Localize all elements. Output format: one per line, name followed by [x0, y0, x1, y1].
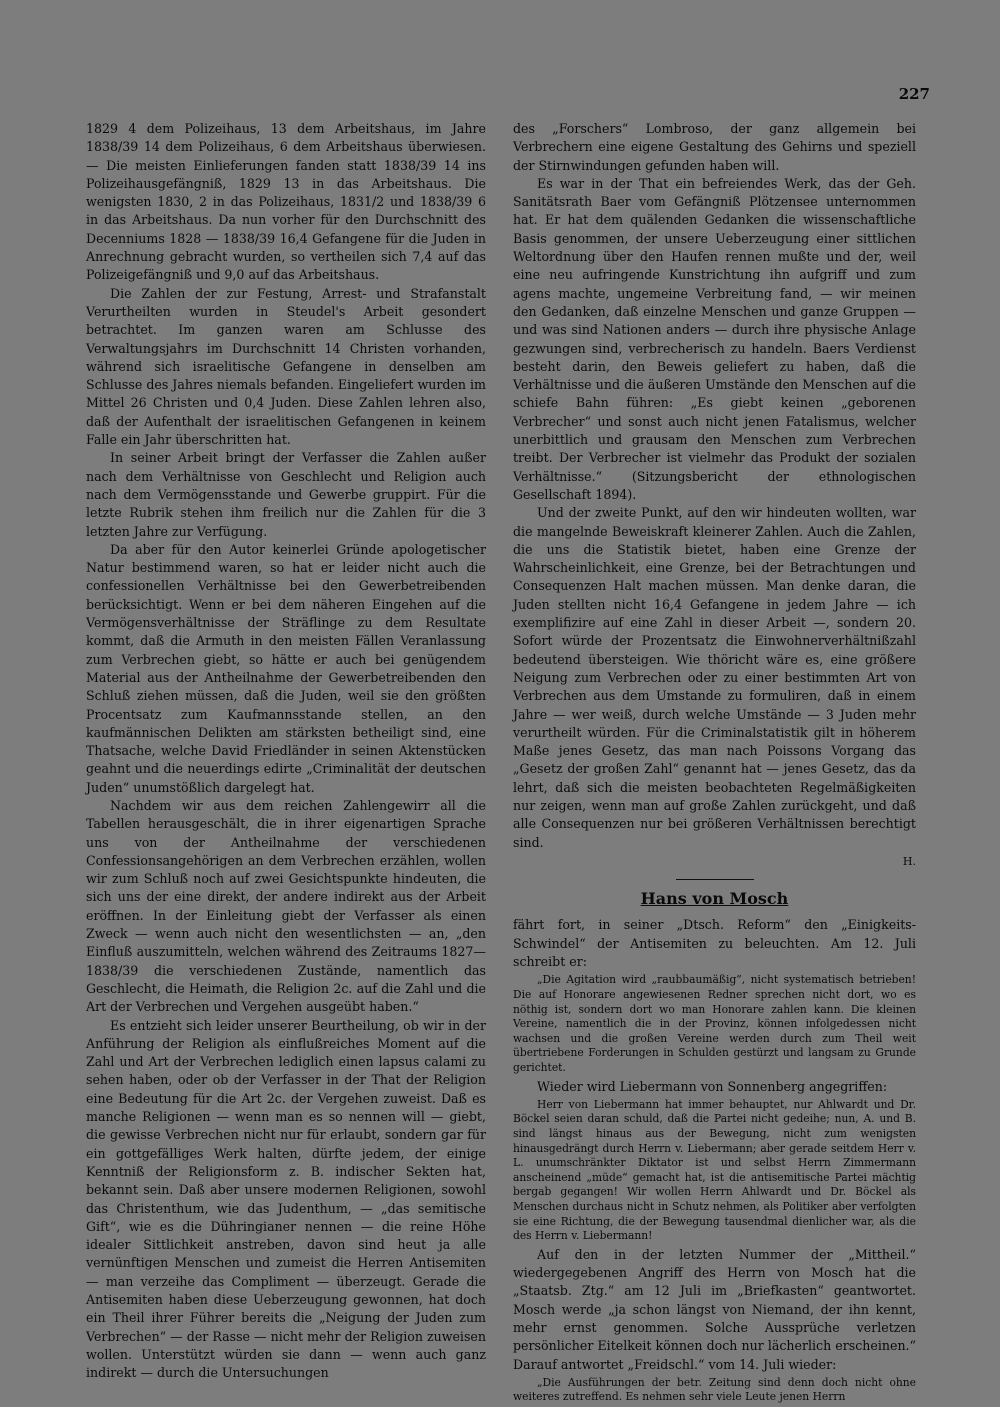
paragraph: Da aber für den Autor keinerlei Gründe apologetischer Natur bestimmend waren, so hat er leider nicht auch die confessionellen Verhältnisse bei den Gewerbetreibenden berücksichtigt. Wenn er bei dem näheren Eingehen auf die Vermögensverhältnisse der Sträflinge zu dem Resultate kommt, daß die Armuth in den meisten Fällen Veranlassung zum Verbrechen giebt, so hätte er auch bei genügendem Material aus der Antheilnahme der Gewerbetreibenden den Schluß ziehen müssen, daß die Juden, weil sie den größten Procentsatz zum Kaufmannsstande stellen, an den kaufmännischen Delikten am stärksten betheiligt sind, eine Thatsache, welche David Friedländer in seinen Aktenstücken geahnt und die neuerdings edirte „Criminalität der deutschen Juden“ unumstößlich dargelegt hat. [86, 541, 486, 795]
signature: H. [902, 854, 916, 868]
section-heading: Hans von Mosch [640, 889, 789, 909]
paragraph: Es war in der That ein befreiendes Werk, das der Geh. Sanitätsrath Baer vom Gefängniß Plötzensee unternommen hat. Er hat dem quälenden Gedanken die wissenschaftliche Basis genommen, der unsere Ueberzeugung einer sittlichen Weltordnung über den Haufen rennen mußte und der, weil eine neu aufringende Kunstrichtung ihn aufgriff und zum agens machte, ungemeine Verbreitung fand, — wir meinen den Gedanken, daß einzelne Menschen und ganze Gruppen — und was sind Nationen anders — durch ihre physische Anlage gezwungen sind, verbrecherisch zu handeln. Baers Verdienst besteht darin, den Beweis geliefert zu haben, daß die Verhältnisse und die äußeren Umstände den Menschen auf die schiefe Bahn führen: „Es giebt keinen „geborenen Verbrecher“ und sonst auch nicht jenen Fatalismus, welcher unerbittlich und grausam den Menschen zum Verbrechen treibt. Der Verbrecher ist vielmehr das Produkt der sozialen Verhältnisse.“ (Sitzungsbericht der ethnologischen Gesellschaft 1894). [513, 175, 916, 502]
quote-paragraph: „Die Agitation wird „raubbaumäßig“, nicht systematisch betrieben! Die auf Honorare angewiesenen Redner sprechen nicht dort, wo es nöthig ist, sondern dort wo man Honorare zahlen kann. Die kleinen Vereine, namentlich die in der Provinz, können infolgedessen nicht wachsen und die großen Vereine werden durch zum Theil weit übertriebene Forderungen in Schulden gestürzt und langsam zu Grunde gerichtet. [513, 973, 916, 1074]
paragraph: 1829 4 dem Polizeihaus, 13 dem Arbeitshaus, im Jahre 1838/39 14 dem Polizeihaus, 6 dem Arbeitshaus überwiesen. — Die meisten Einlieferungen fanden statt 1838/39 14 ins Polizeihausgefängniß, 1829 13 in das Arbeitshaus. Die wenigsten 1830, 2 in das Polizeihaus, 1831/2 und 1838/39 6 in das Arbeitshaus. Da nun vorher für den Durchschnitt des Decenniums 1828 — 1838/39 16,4 Gefangene für die Juden in Anrechnung gebracht wurden, so vertheilen sich 7,4 auf das Polizeigefängniß und 9,0 auf das Arbeitshaus. [86, 121, 486, 283]
paragraph: In seiner Arbeit bringt der Verfasser die Zahlen außer nach dem Verhältnisse von Geschlecht und Religion auch nach dem Vermögensstande und Gewerbe gruppirt. Für die letzte Rubrik stehen ihm freilich nur die Zahlen für die 3 letzten Jahre zur Verfügung. [86, 450, 486, 539]
quote-paragraph: Herr von Liebermann hat immer behauptet, nur Ahlwardt und Dr. Böckel seien daran schuld, daß die Partei nicht gedeihe; nun, A. und B. sind längst hinaus aus der Bewegung, nicht zum wenigsten hinausgedrängt durch Herrn v. Liebermann; aber gerade seitdem Herr v. L. unumschränkter Diktator ist und selbst Herrn Zimmermann anscheinend „müde“ gemacht hat, ist die antisemitische Partei mächtig bergab gegangen! Wir wollen Herrn Ahlwardt und Dr. Böckel als Menschen durchaus nicht in Schutz nehmen, als Politiker aber verfolgten sie eine Richtung, die der Bewegung tausendmal dienlicher war, als die des Herrn v. Liebermann! [513, 1097, 916, 1243]
paragraph: fährt fort, in seiner „Dtsch. Reform“ den „Einigkeits-Schwindel“ der Antisemiten zu beleuchten. Am 12. Juli schreibt er: [513, 917, 916, 970]
quote-paragraph: „Die Ausführungen der betr. Zeitung sind denn doch nicht ohne weiteres zutreffend. Es nehmen sehr viele Leute jenen Herrn [513, 1375, 916, 1404]
right-column [513, 120, 916, 1407]
paragraph: des „Forschers“ Lombroso, der ganz allgemein bei Verbrechern eine eigene Gestaltung des Gehirns und speziell der Stirnwindungen gefunden haben will. [513, 121, 916, 173]
paragraph: Und der zweite Punkt, auf den wir hindeuten wollten, war die mangelnde Beweiskraft kleinerer Zahlen. Auch die Zahlen, die uns die Statistik bietet, haben eine Grenze der Wahrscheinlichkeit, eine Grenze, bei der Betrachtungen und Consequenzen Halt machen müssen. Man denke daran, die Juden stellten nicht 16,4 Gefangene in jedem Jahre — ich exemplifizire auf eine Zahl in dieser Arbeit —, sondern 20. Sofort würde der Prozentsatz die Einwohnerverhältnißzahl bedeutend übersteigen. Wie thöricht wäre es, eine größere Neigung zum Verbrechen oder zu einer bestimmten Art von Verbrechen aus dem Umstande zu formuliren, daß in einem Jahre — wer weiß, durch welche Umstände — 3 Juden mehr verurtheilt würden. Für die Criminalstatistik gilt in höherem Maße jenes Gesetz, das man nach Poissons Vorgang das „Gesetz der großen Zahl“ genannt hat — jenes Gesetz, das da lehrt, daß sich die meisten beobachteten Regelmäßigkeiten nur zeigen, wenn man auf große Zahlen zurückgeht, und daß alle Consequenzen nur bei größeren Verhältnissen berechtigt sind. [513, 505, 916, 850]
paragraph: Nachdem wir aus dem reichen Zahlengewirr all die Tabellen herausgeschält, die in ihrer eigenartigen Sprache uns von der Antheilnahme der verschiedenen Confessionsangehörigen an dem Verbrechen erzählen, wollen wir zum Schluß noch auf zwei Gesichtspunkte hindeuten, die sich uns der eine direkt, der andere indirekt aus der Arbeit eröffnen. In der Einleitung giebt der Verfasser als einen Zweck — wenn auch nicht den wesentlichsten — an, „den Einfluß auszumitteln, welchen während des Zeitraums 1827—1838/39 die verschiedenen Zustände, namentlich das Geschlecht, die Heimath, die Religion 2c. auf die Zahl und die Art der Verbrechen und Vergehen ausgeübt haben.“ [86, 797, 486, 1015]
section-divider [676, 879, 754, 880]
paragraph: Die Zahlen der zur Festung, Arrest- und Strafanstalt Verurtheilten wurden in Steudel's Arbeit gesondert betrachtet. Im ganzen waren am Schlusse des Verwaltungsjahrs im Durchschnitt 14 Christen vorhanden, während sich israelitische Gefangene in denselben am Schlusse des Jahres niemals befanden. Eingeliefert wurden im Mittel 26 Christen und 0,4 Juden. Diese Zahlen lehren also, daß der Aufenthalt der israelitischen Gefangenen in keinem Falle ein Jahr überschritten hat. [86, 285, 486, 448]
paragraph: Es entzieht sich leider unserer Beurtheilung, ob wir in der Anführung der Religion als einflußreiches Moment auf die Zahl und Art der Verbrechen lediglich einen lapsus calami zu sehen haben, oder ob der Verfasser in der That der Religion eine Bedeutung für die Art 2c. der Vergehen zuweist. Daß es manche Religionen — wenn man es so nennen will — giebt, die gewisse Verbrechen nicht nur für erlaubt, sondern gar für ein gottgefälliges Werk halten, dürfte jedem, der einige Kenntniß der Religionsform z. B. indischer Sekten hat, bekannt sein. Daß aber unsere modernen Religionen, sowohl das Christenthum, wie das Judenthum, — „das semitische Gift“, wie es die Dühringianer nennen — die reine Höhe idealer Sittlichkeit anstreben, davon sind heut ja alle vernünftigen Menschen und zumeist die Herren Antisemiten — man verzeihe das Compliment — überzeugt. Gerade die Antisemiten haben diese Ueberzeugung gewonnen, hat doch ein Theil ihrer Führer bereits die „Neigung der Juden zum Verbrechen“ — der Rasse — nicht mehr der Religion zuweisen wollen. Unterstützt würden sie dann — wenn auch ganz indirekt — durch die Untersuchungen [86, 1017, 486, 1381]
paragraph: Wieder wird Liebermann von Sonnenberg angegriffen: [537, 1078, 888, 1094]
left-column [86, 120, 486, 1382]
page-number: 227 [898, 85, 930, 103]
paragraph: Auf den in der letzten Nummer der „Mittheil.“ wiedergegebenen Angriff des Herrn von Mosch hat die „Staatsb. Ztg.“ am 12 Juli im „Briefkasten“ geantwortet. Mosch werde „ja schon längst von Niemand, der ihn kennt, mehr ernst genommen. Solche Aussprüche verletzen persönlicher Eitelkeit können doch nur lächerlich erscheinen.“ Darauf antwortet „Freidschl.“ vom 14. Juli wieder: [513, 1246, 916, 1372]
